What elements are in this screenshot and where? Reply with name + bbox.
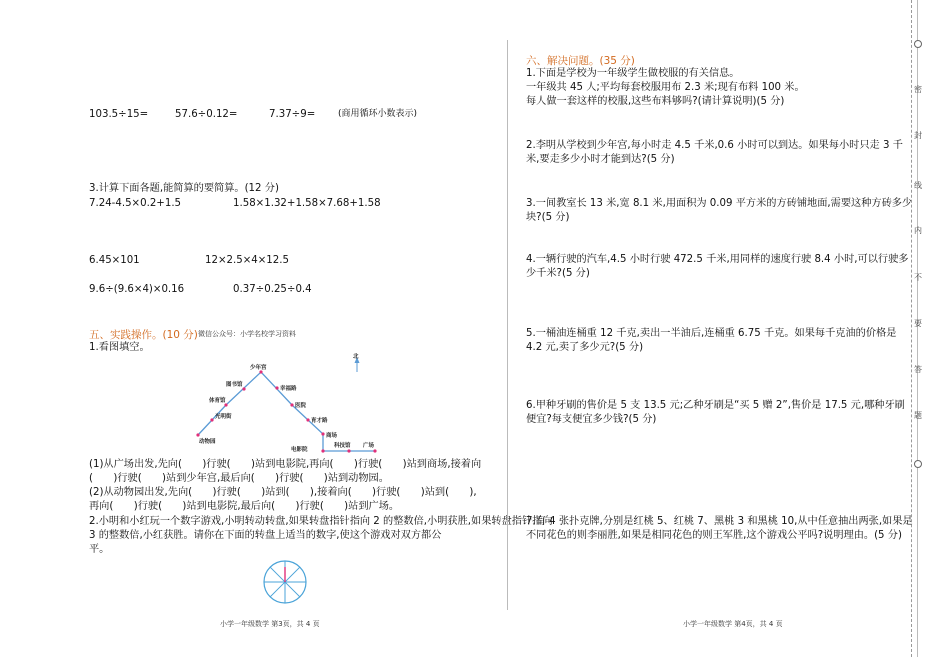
p5-line-2: 4.2 元,卖了多少元?(5 分) — [526, 342, 644, 353]
stop-shangchang — [321, 432, 324, 435]
p3-line-1: 3.一间教室长 13 米,宽 8.1 米,用面积为 0.09 平方米的方砖铺地面,需要这种方砖多少 — [526, 198, 913, 209]
label-shaoniangong: 少年宫 — [250, 365, 267, 371]
stop-dongwuyuan — [196, 433, 199, 436]
p1-line-2: 一年级共 45 人;平均每套校服用布 2.3 米;现有布料 100 米。 — [526, 82, 805, 93]
calc-item-1: 103.5÷15= — [89, 109, 149, 120]
q1-line-2: ( )行驶( )站到少年宫,最后向( )行驶( )站到动物园。 — [89, 473, 389, 484]
stop-xingfulu — [275, 386, 278, 389]
q1-title: 1.看图填空。 — [89, 342, 150, 353]
label-yucailu: 育才路 — [311, 418, 328, 424]
route-line — [198, 372, 375, 451]
q1-line-1: (1)从广场出发,先向( )行驶( )站到电影院,再向( )行驶( )站到商场,接着向 — [89, 459, 482, 470]
label-tushuguan: 图书馆 — [226, 382, 243, 388]
p7-line-1: 7.有 4 张扑克牌,分别是红桃 5、红桃 7、黑桃 3 和黑桃 10,从中任意抽出两张,如果是 — [526, 516, 913, 527]
gutter-char-5: 不 — [914, 273, 922, 282]
promo-text: 微信公众号：小学名校学习资料 — [198, 330, 296, 338]
q3-expr-3: 6.45×101 — [89, 255, 140, 266]
binding-hole-bottom — [914, 460, 922, 468]
page-divider — [507, 40, 508, 610]
label-guangchang: 广场 — [363, 443, 375, 449]
gutter-char-8: 题 — [914, 411, 922, 420]
stop-yucailu — [306, 418, 309, 421]
label-tiyuguan: 体育馆 — [209, 398, 226, 404]
p1-line-3: 每人做一套这样的校服,这些布料够吗?(请计算说明)(5 分) — [526, 96, 785, 107]
north-label: 北 — [353, 354, 359, 360]
calc-item-3: 7.37÷9= — [269, 109, 316, 120]
p2-line-2: 米,要走多少小时才能到达?(5 分) — [526, 154, 675, 165]
stop-kejiguan — [347, 449, 350, 452]
footer-left: 小学一年级数学 第3页，共 4 页 — [220, 620, 320, 628]
gutter-char-1: 密 — [914, 85, 922, 94]
q3-title: 3.计算下面各题,能简算的要简算。(12 分) — [89, 183, 279, 194]
gutter-char-7: 答 — [914, 365, 922, 374]
label-dongwuyuan: 动物园 — [199, 439, 216, 445]
binding-line — [911, 0, 912, 657]
p5-line-1: 5.一桶油连桶重 12 千克,卖出一半油后,连桶重 6.75 千克。如果每千克油的价格是 — [526, 328, 897, 339]
q2-line-1: 2.小明和小红玩一个数字游戏,小明转动转盘,如果转盘指针指向 2 的整数倍,小明获胜,如果转盘指针指向 — [89, 516, 553, 527]
gutter-char-4: 内 — [914, 226, 922, 235]
label-shangchang: 商场 — [326, 433, 338, 439]
p4-line-2: 少千米?(5 分) — [526, 268, 590, 279]
label-dianyingyuan: 电影院 — [291, 447, 308, 453]
q1-line-4: 再向( )行驶( )站到电影院,最后向( )行驶( )站到广场。 — [89, 501, 400, 512]
footer-right: 小学一年级数学 第4页，共 4 页 — [683, 620, 783, 628]
gutter-char-3: 线 — [914, 181, 922, 190]
q3-expr-4: 12×2.5×4×12.5 — [205, 255, 289, 266]
binding-hole-top — [914, 40, 922, 48]
label-kejiguan: 科技馆 — [334, 443, 351, 449]
gutter-char-6: 要 — [914, 319, 922, 328]
label-xingfulu: 幸福路 — [280, 386, 297, 392]
calc-note: (商用循环小数表示) — [338, 109, 418, 119]
stop-guangchang — [373, 449, 376, 452]
spinner-wheel — [262, 559, 308, 605]
stop-yiyuan — [290, 403, 293, 406]
calc-item-2: 57.6÷0.12= — [175, 109, 238, 120]
p3-line-2: 块?(5 分) — [526, 212, 570, 223]
q2-line-2: 3 的整数倍,小红获胜。请你在下面的转盘上适当的数字,使这个游戏对双方都公 — [89, 530, 442, 541]
p2-line-1: 2.李明从学校到少年宫,每小时走 4.5 千米,0.6 小时可以到达。如果每小时只走 3 千 — [526, 140, 903, 151]
route-map — [190, 352, 390, 457]
label-guangmingjie: 光明街 — [215, 414, 232, 420]
section-5-title: 五、实践操作。(10 分) — [89, 329, 198, 341]
q2-line-3: 平。 — [89, 544, 110, 555]
q3-expr-1: 7.24-4.5×0.2+1.5 — [89, 198, 182, 209]
stop-dianyingyuan — [321, 449, 324, 452]
stop-tushuguan — [242, 387, 245, 390]
p4-line-1: 4.一辆行驶的汽车,4.5 小时行驶 472.5 千米,用同样的速度行驶 8.4 小时,可以行驶多 — [526, 254, 909, 265]
p1-line-1: 1.下面是学校为一年级学生做校服的有关信息。 — [526, 68, 740, 79]
p6-line-2: 便宜?每支便宜多少钱?(5 分) — [526, 414, 657, 425]
label-yiyuan: 医院 — [295, 403, 307, 409]
gutter-char-2: 封 — [914, 131, 922, 140]
q3-expr-5: 9.6÷(9.6×4)×0.16 — [89, 284, 185, 295]
p7-line-2: 不同花色的则李丽胜,如果是相同花色的则王军胜,这个游戏公平吗?说明理由。(5 分) — [526, 530, 902, 541]
q1-line-3: (2)从动物园出发,先向( )行驶( )站到( ),接着向( )行驶( )站到( ), — [89, 487, 477, 498]
q3-expr-2: 1.58×1.32+1.58×7.68+1.58 — [233, 198, 381, 209]
section-6-title: 六、解决问题。(35 分) — [526, 55, 635, 67]
p6-line-1: 6.甲种牙刷的售价是 5 支 13.5 元;乙种牙刷是“买 5 赠 2”,售价是 17.5 元,哪种牙刷 — [526, 400, 905, 411]
q3-expr-6: 0.37÷0.25÷0.4 — [233, 284, 312, 295]
stop-guangmingjie — [210, 418, 213, 421]
